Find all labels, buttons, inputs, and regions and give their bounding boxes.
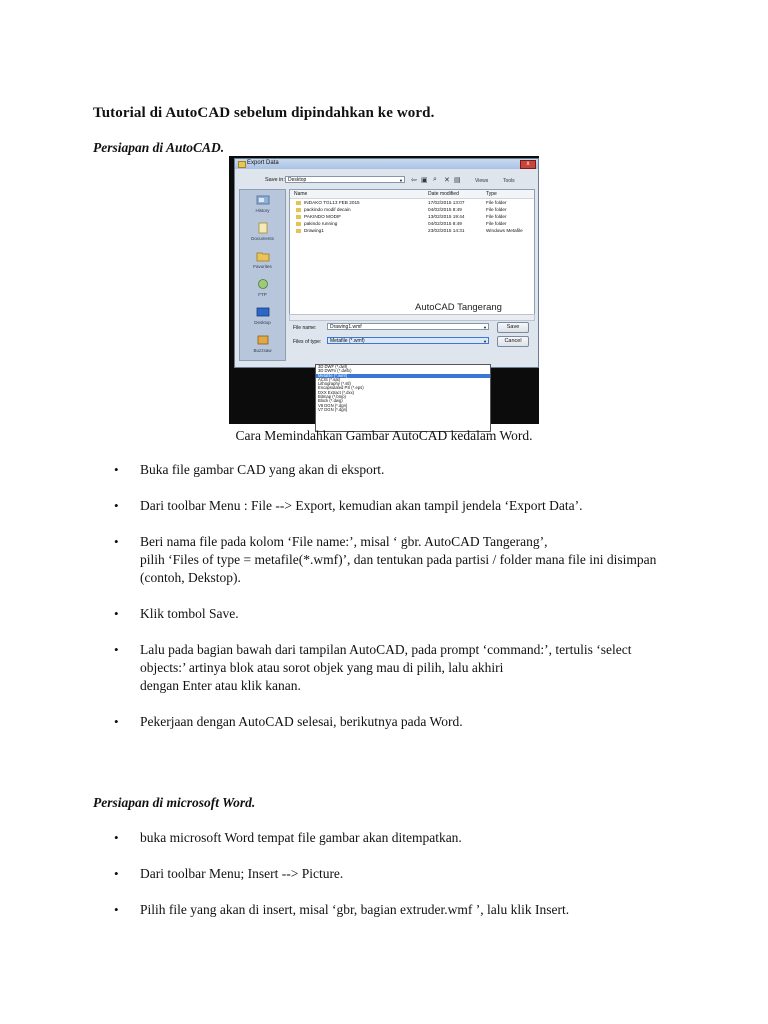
file-type-option[interactable]: Metafile (*.wmf)	[316, 374, 490, 378]
column-type[interactable]: Type	[486, 191, 497, 197]
files-of-type-dropdown[interactable]	[315, 364, 491, 432]
file-row[interactable]	[290, 228, 534, 235]
chevron-down-icon: ▼	[483, 325, 487, 330]
place-buzzsaw[interactable]: Buzzsaw	[240, 334, 285, 353]
place-desktop[interactable]: Desktop	[240, 306, 285, 325]
desktop-icon	[256, 306, 270, 318]
back-icon[interactable]: ⇦	[411, 177, 417, 184]
place-documents[interactable]: Documents	[240, 222, 285, 241]
new-folder-icon[interactable]: ▤	[454, 177, 461, 184]
window-app-icon	[238, 161, 246, 168]
file-type-option[interactable]: V7 DGN (*.dgn)	[318, 406, 348, 412]
section-heading-word: Persiapan di microsoft Word.	[93, 795, 256, 810]
file-type-option[interactable]: 3D DWFx (*.dwfx)	[318, 368, 352, 374]
watermark-text: AutoCAD Tangerang	[415, 302, 502, 313]
file-row[interactable]	[290, 207, 534, 214]
bullet-item: • Lalu pada bagian bawah dari tampilan AutoCAD, pada prompt ‘command:’, tertulis ‘select objects:’ artinya blok atau sorot objek yang mau di pilih, lalu akhiri dengan Enter atau klik kanan.	[114, 641, 680, 695]
export-data-window	[234, 158, 539, 368]
favorites-icon	[256, 250, 270, 262]
file-row[interactable]	[290, 221, 534, 228]
file-list	[289, 189, 535, 316]
file-name: packindo modif decain	[304, 207, 351, 212]
save-in-label: Save in:	[265, 177, 285, 183]
bullet-item: • Pekerjaan dengan AutoCAD selesai, berikutnya pada Word.	[114, 713, 680, 731]
bullet-item: • Klik tombol Save.	[114, 605, 680, 623]
file-date: 17/02/2015 13:07	[428, 200, 465, 205]
file-type-option[interactable]: ACIS (*.sat)	[318, 376, 341, 382]
figure-caption: Cara Memindahkan Gambar AutoCAD kedalam Word.	[235, 428, 533, 443]
place-history[interactable]: History	[240, 194, 285, 213]
file-name: PAKINDO MODIF	[304, 214, 342, 219]
column-name[interactable]: Name	[294, 191, 308, 197]
folder-icon	[296, 208, 301, 212]
chevron-down-icon: ▼	[399, 178, 403, 183]
file-name: Drawing1	[304, 228, 324, 233]
file-name: INDAKO TGL13 FEB 2015	[304, 200, 360, 205]
place-ftp[interactable]: FTP	[240, 278, 285, 297]
horizontal-scrollbar[interactable]	[289, 314, 535, 321]
file-date: 04/02/2015 8:49	[428, 221, 462, 226]
file-row[interactable]	[290, 214, 534, 221]
views-menu[interactable]: Views	[475, 178, 489, 184]
export-dialog-screenshot	[229, 156, 539, 424]
file-date: 04/02/2015 8:49	[428, 207, 462, 212]
up-folder-icon[interactable]: ▣	[421, 177, 428, 184]
file-type-option[interactable]: DXX Extract (*.dxx)	[318, 389, 355, 395]
file-date: 23/02/2015 14:31	[428, 228, 465, 233]
file-list-header	[290, 190, 534, 199]
cancel-button[interactable]: Cancel	[497, 336, 529, 347]
page-title: Tutorial di AutoCAD sebelum dipindahkan ke word.	[93, 105, 435, 121]
file-type-option[interactable]: V8 DGN (*.dgn)	[318, 402, 348, 408]
folder-icon	[296, 229, 301, 233]
file-type-option[interactable]: Encapsulated PS (*.eps)	[318, 385, 364, 391]
history-icon	[256, 194, 270, 206]
file-type: File folder	[486, 207, 507, 212]
buzzsaw-icon	[256, 334, 270, 346]
folder-icon	[296, 215, 301, 219]
chevron-down-icon: ▼	[483, 339, 487, 344]
delete-icon[interactable]: ✕	[444, 177, 450, 184]
autocad-steps-list	[114, 461, 680, 731]
bullet-item: • buka microsoft Word tempat file gambar akan ditempatkan.	[114, 829, 680, 847]
word-steps-list	[114, 829, 680, 919]
save-button[interactable]: Save	[497, 322, 529, 333]
window-titlebar	[235, 159, 538, 169]
tools-menu[interactable]: Tools	[503, 178, 515, 184]
bullet-item: • Beri nama file pada kolom ‘File name:’, misal ‘ gbr. AutoCAD Tangerang’, pilih ‘Files of type = metafile(*.wmf)’, dan tentukan pada partisi / folder mana file ini disimpan (contoh, Dekstop).	[114, 533, 680, 587]
save-in-value: Desktop	[288, 177, 307, 183]
file-name-label: File name:	[293, 325, 317, 331]
close-button[interactable]: x	[520, 160, 536, 169]
section-heading-autocad: Persiapan di AutoCAD.	[93, 140, 225, 155]
documents-icon	[256, 222, 270, 234]
window-title: Export Data	[247, 160, 279, 166]
file-type-option[interactable]: Bitmap (*.bmp)	[318, 394, 346, 400]
file-row[interactable]	[290, 200, 534, 207]
file-type: Windows Metafile	[486, 228, 523, 233]
file-type: File folder	[486, 221, 507, 226]
files-of-type-label: Files of type:	[293, 339, 322, 345]
file-type-option[interactable]: Block (*.dwg)	[318, 398, 343, 404]
bullet-item: • Buka file gambar CAD yang akan di eksport.	[114, 461, 680, 479]
file-type-option[interactable]: 3D DWF (*.dwf)	[318, 364, 348, 369]
bullet-item: • Pilih file yang akan di insert, misal ‘gbr, bagian extruder.wmf ’, lalu klik Insert.	[114, 901, 680, 919]
file-date: 13/02/2015 19:44	[428, 214, 465, 219]
files-of-type-select[interactable]: Metafile (*.wmf) ▼	[327, 337, 489, 344]
file-name: pakindo running	[304, 221, 338, 226]
search-web-icon[interactable]: ⌕	[433, 176, 437, 183]
bullet-item: • Dari toolbar Menu; Insert --> Picture.	[114, 865, 680, 883]
folder-icon	[296, 201, 301, 205]
bullet-item: • Dari toolbar Menu : File --> Export, kemudian akan tampil jendela ‘Export Data’.	[114, 497, 680, 515]
file-type-option[interactable]: Lithography (*.stl)	[318, 381, 351, 387]
file-type: File folder	[486, 200, 507, 205]
place-favorites[interactable]: Favorites	[240, 250, 285, 269]
save-in-select[interactable]	[285, 176, 405, 183]
file-name-input[interactable]: Drawing1.wmf ▼	[327, 323, 489, 330]
places-sidebar	[239, 189, 286, 361]
file-type: File folder	[486, 214, 507, 219]
folder-icon	[296, 222, 301, 226]
ftp-icon	[256, 278, 270, 290]
column-date-modified[interactable]: Date modified	[428, 191, 459, 197]
